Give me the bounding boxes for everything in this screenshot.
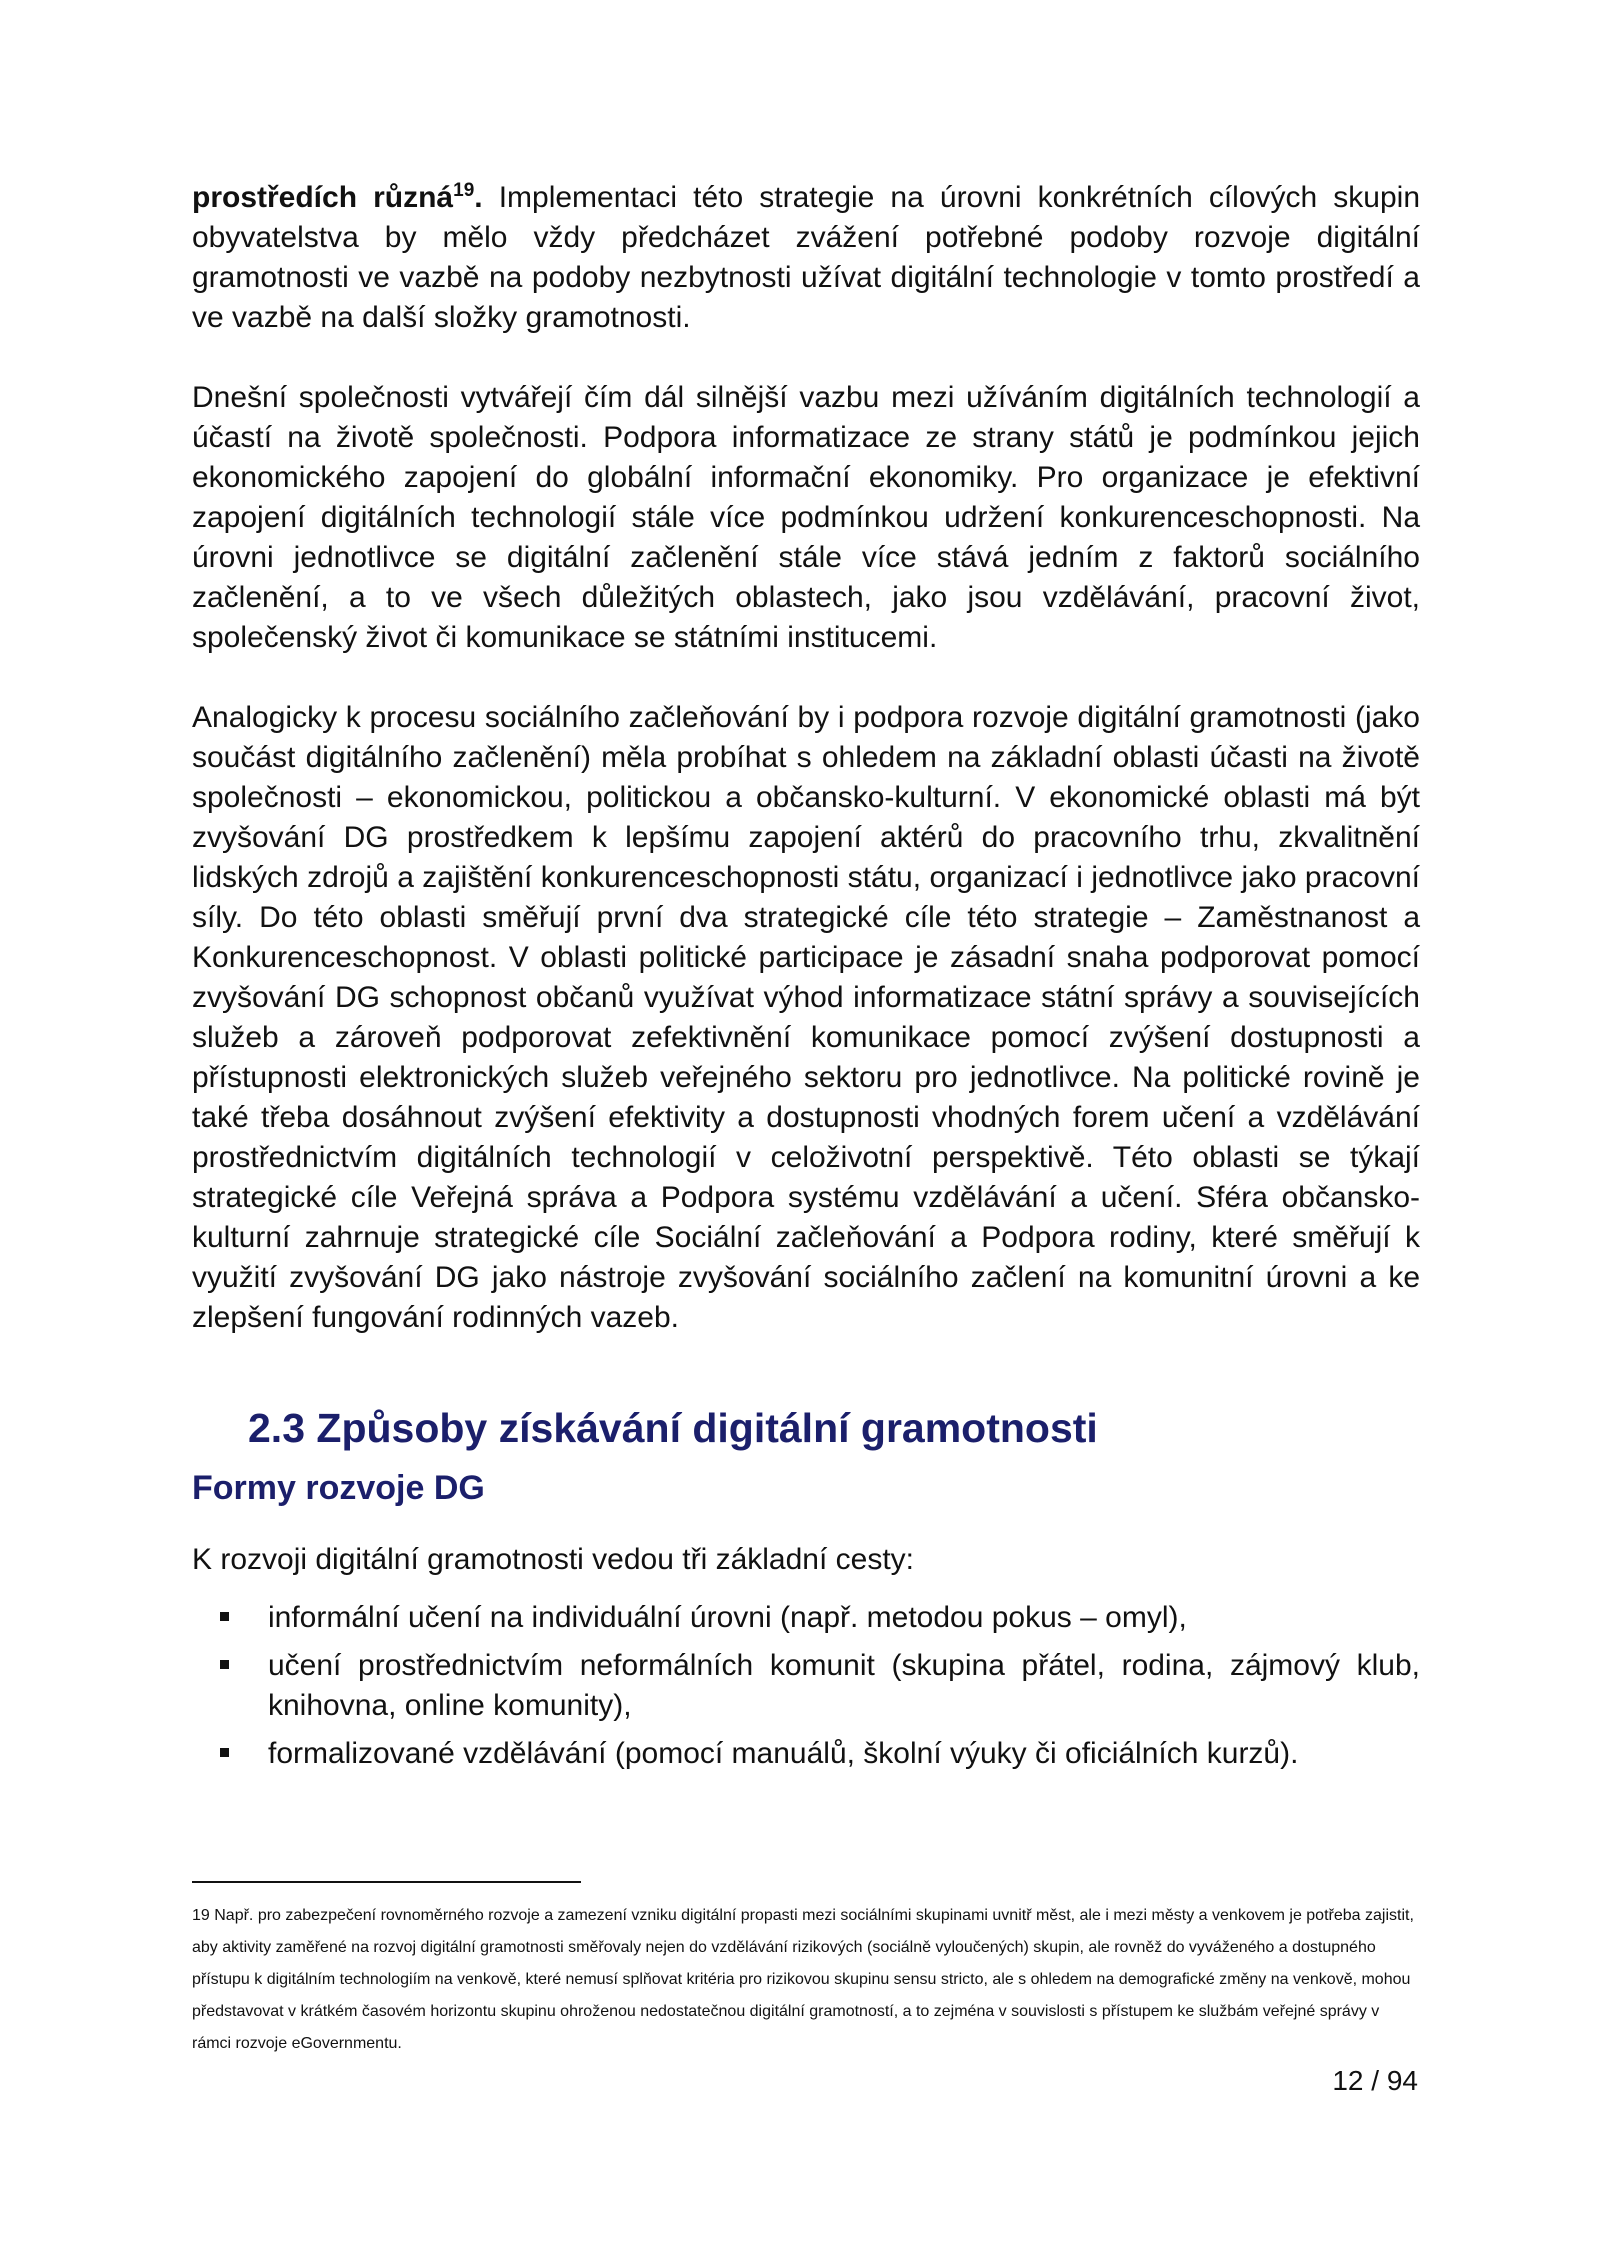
list-item-text: učení prostřednictvím neformálních komunit (skupina přátel, rodina, zájmový klub, knihovna, online komunity), [268, 1649, 1420, 1722]
footnote-reference[interactable]: 19 [453, 180, 475, 201]
bullet-icon [220, 1612, 229, 1621]
bullet-icon [220, 1660, 229, 1669]
list-item [192, 1598, 1420, 1638]
bullet-icon [220, 1748, 229, 1757]
page-number: 12 / 94 [1332, 2065, 1418, 2096]
paragraph-2: Dnešní společnosti vytvářejí čím dál silnější vazbu mezi užíváním digitálních technologií a účastí na životě společnosti. Podpora informatizace ze strany států je podmínkou jejich ekonomického zapojení do globální informační ekonomiky. Pro organizace je efektivní zapojení digitálních technologií stále více podmínkou udržení konkurenceschopnosti. Na úrovni jednotlivce se digitální začlenění stále více stává jedním z faktorů sociálního začlenění, a to ve všech důležitých oblastech, jako jsou vzdělávání, pracovní život, společenský život či komunikace se státními institucemi. [192, 381, 1420, 654]
list-item-text: formalizované vzdělávání (pomocí manuálů, školní výuky či oficiálních kurzů). [268, 1737, 1299, 1770]
section-heading [248, 1400, 1420, 1456]
list-item-text: informální učení na individuální úrovni (např. metodou pokus – omyl), [268, 1601, 1187, 1634]
footnote: 19 Např. pro zabezpečení rovnoměrného rozvoje a zamezení vzniku digitální propasti mezi sociálními skupinami uvnitř měst, ale i mezi městy a venkovem je potřeba zajistit, aby aktivity zaměřené na rozvoj digitální gramotnosti směřovaly nejen do vzdělávání rizikových (sociálně vyloučených) skupin, ale rovněž do vyváženého a dostupného přístupu k digitálním technologiím na venkově, které nemusí splňovat kritéria pro rizikovou skupinu sensu stricto, ale s ohledem na demografické změny na venkově, mohou představovat v krátkém časovém horizontu skupinu ohroženou nedostatečnou digitální gramotností, a to zejména v souvislosti s přístupem ke službám veřejné správy v rámci rozvoje eGovernmentu. [192, 1907, 1414, 2052]
section-number: 2.3 [248, 1405, 305, 1451]
paragraph-1-text: Implementaci této strategie na úrovni konkrétních cílových skupin obyvatelstva by mělo vždy předcházet zvážení potřebné podoby rozvoje digitální gramotnosti ve vazbě na podoby nezbytnosti užívat digitální technologie v tomto prostředí a ve vazbě na další složky gramotnosti. [192, 181, 1421, 334]
section-title: Způsoby získávání digitální gramotnosti [316, 1405, 1098, 1451]
subsection-heading: Formy rozvoje DG [192, 1469, 485, 1507]
list-item [192, 1646, 1420, 1726]
footnote-divider [192, 1881, 581, 1883]
paragraph-3: Analogicky k procesu sociálního začleňování by i podpora rozvoje digitální gramotnosti (jako součást digitálního začlenění) měla probíhat s ohledem na základní oblasti účasti na životě společnosti – ekonomickou, politickou a občansko-kulturní. V ekonomické oblasti má být zvyšování DG prostředkem k lepšímu zapojení aktérů do pracovního trhu, zkvalitnění lidských zdrojů a zajištění konkurenceschopnosti státu, organizací i jednotlivce jako pracovní síly. Do této oblasti směřují první dva strategické cíle této strategie – Zaměstnanost a Konkurenceschopnost. V oblasti politické participace je zásadní snaha podporovat pomocí zvyšování DG schopnost občanů využívat výhod informatizace státní správy a souvisejících služeb a zároveň podporovat zefektivnění komunikace pomocí zvýšení dostupnosti a přístupnosti elektronických služeb veřejného sektoru pro jednotlivce. Na politické rovině je také třeba dosáhnout zvýšení efektivity a dostupnosti vhodných forem učení a vzdělávání prostřednictvím digitálních technologií v celoživotní perspektivě. Této oblasti se týkají strategické cíle Veřejná správa a Podpora systému vzdělávání a učení. Sféra občansko-kulturní zahrnuje strategické cíle Sociální začleňování a Podpora rodiny, které směřují k využití zvyšování DG jako nástroje zvyšování sociálního začlení na komunitní úrovni a ke zlepšení fungování rodinných vazeb. [192, 701, 1420, 1334]
paragraph-1-period: . [474, 181, 483, 214]
document-page [192, 178, 1420, 1782]
paragraph-1 [192, 178, 1420, 338]
list-intro: K rozvoji digitální gramotnosti vedou tři základní cesty: [192, 1543, 915, 1576]
list-item [192, 1734, 1420, 1774]
ways-list [192, 1598, 1420, 1774]
paragraph-1-lead: prostředích různá [192, 181, 454, 214]
